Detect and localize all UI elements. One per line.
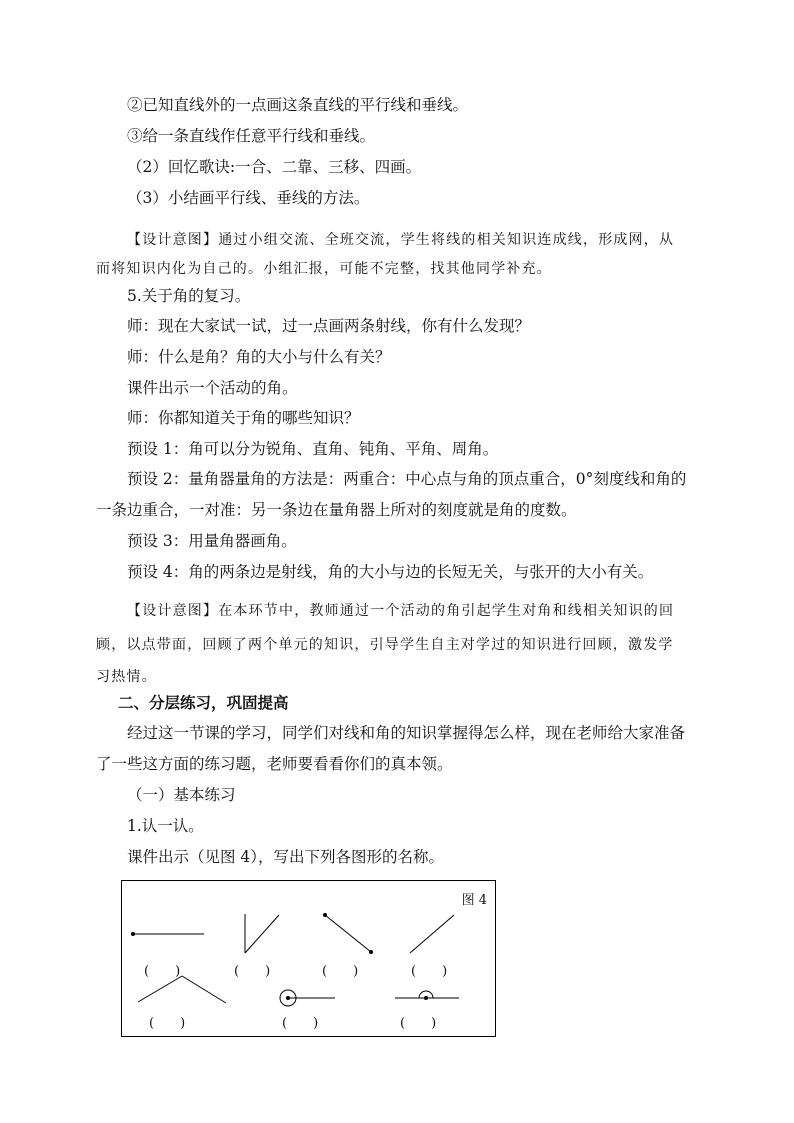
text-line: 预设 2：量角器量角的方法是：两重合：中心点与角的顶点重合，0°刻度线和角的	[127, 470, 687, 488]
endpoint-dot	[323, 913, 327, 917]
segment-shape	[325, 915, 371, 952]
endpoint-dot	[131, 932, 135, 936]
text-line: 一条边重合，一对准：另一条边在量角器上所对的刻度就是角的度数。	[96, 501, 577, 519]
text-line: ③给一条直线作任意平行线和垂线。	[127, 127, 376, 145]
section-title: 5.关于角的复习。	[127, 287, 251, 305]
text-line: （一）基本练习	[127, 786, 236, 804]
figure-label: 图 4	[461, 893, 487, 908]
text-line: 师：什么是角？角的大小与什么有关？	[127, 348, 391, 366]
design-intent-note: 习热情。	[96, 669, 157, 685]
design-intent-note: 而将知识内化为自己的。小组汇报，可能不完整，找其他同学补充。	[96, 261, 552, 277]
text-line: ②已知直线外的一点画这条直线的平行线和垂线。	[127, 96, 469, 114]
angle-side	[182, 976, 226, 1003]
answer-blank: ( )	[322, 964, 359, 979]
figure-4	[121, 880, 496, 1037]
text-line: 1.认一认。	[127, 817, 204, 835]
answer-blank: ( )	[400, 1016, 437, 1031]
text-line: （2）回忆歌诀:一合、二靠、三移、四画。	[127, 158, 422, 176]
angle-side	[245, 915, 279, 953]
answer-blank: ( )	[149, 1016, 186, 1031]
text-line: 师：现在大家试一试，过一点画两条射线，你有什么发现？	[127, 317, 531, 335]
vertex-dot	[424, 996, 428, 1000]
endpoint-dot	[369, 950, 373, 954]
angle-side	[138, 976, 182, 1002]
text-line: 预设 3：用量角器画角。	[127, 532, 297, 550]
text-line: 经过这一节课的学习，同学们对线和角的知识掌握得怎么样，现在老师给大家准备	[127, 724, 686, 742]
design-intent-note: 【设计意图】在本环节中，教师通过一个活动的角引起学生对角和线相关知识的回	[127, 603, 675, 619]
text-line: 师：你都知道关于角的哪些知识？	[127, 409, 360, 427]
answer-blank: ( )	[282, 1016, 319, 1031]
straight-line-shape	[410, 915, 454, 953]
answer-blank: ( )	[234, 964, 271, 979]
answer-blank: ( )	[411, 964, 448, 979]
text-line: 了一些这方面的练习题，老师要看看你们的真本领。	[96, 755, 453, 773]
design-intent-note: 顾，以点带面，回顾了两个单元的知识，引导学生自主对学过的知识进行回顾，激发学	[96, 637, 674, 653]
text-line: （3）小结画平行线、垂线的方法。	[127, 189, 370, 207]
text-line: 课件出示（见图 4），写出下列各图形的名称。	[127, 848, 445, 866]
design-intent-note: 【设计意图】通过小组交流、全班交流，学生将线的相关知识连成线，形成网，从	[127, 232, 675, 248]
text-line: 课件出示一个活动的角。	[127, 379, 298, 397]
section-heading: 二、分层练习，巩固提高	[118, 693, 289, 712]
answer-blank: ( )	[144, 964, 181, 979]
text-line: 预设 1：角可以分为锐角、直角、钝角、平角、周角。	[127, 440, 499, 458]
text-line: 预设 4：角的两条边是射线，角的大小与边的长短无关，与张开的大小有关。	[127, 563, 654, 581]
